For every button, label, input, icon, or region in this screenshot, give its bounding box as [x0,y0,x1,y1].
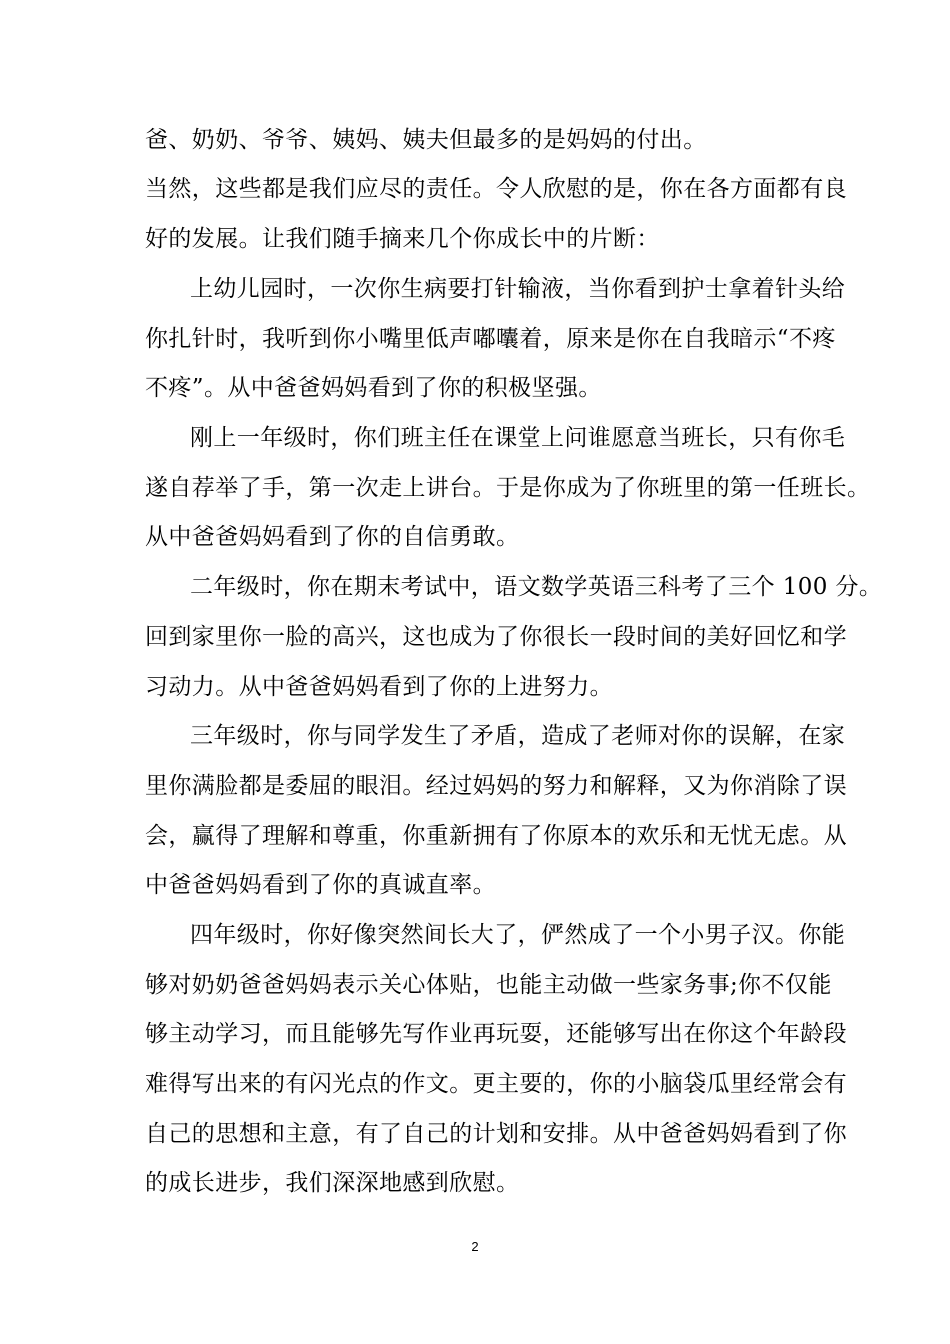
text-line: 不疼”。从中爸爸妈妈看到了你的积极坚强。 [145,375,602,401]
text-line: 四年级时，你好像突然间长大了，俨然成了一个小男子汉。你能 [190,922,846,948]
text-line: 够主动学习，而且能够先写作业再玩耍，还能够写出在你这个年龄段 [145,1021,847,1047]
text-line: 从中爸爸妈妈看到了你的自信勇敢。 [145,524,520,550]
text-line: 回到家里你一脸的高兴，这也成为了你很长一段时间的美好回忆和学 [145,624,847,650]
page-number: 2 [471,1239,479,1254]
text-line: 里你满脸都是委屈的眼泪。经过妈妈的努力和解释，又为你消除了误 [145,773,847,799]
text-line: 会，赢得了理解和尊重，你重新拥有了你原本的欢乐和无忧无虑。从 [145,823,847,849]
text-line: 遂自荐举了手，第一次走上讲台。于是你成为了你班里的第一任班长。 [145,475,871,501]
text-line: 当然，这些都是我们应尽的责任。令人欣慰的是，你在各方面都有良 [145,176,847,202]
text-line: 中爸爸妈妈看到了你的真诚直率。 [145,872,496,898]
text-line: 上幼儿园时，一次你生病要打针输液，当你看到护士拿着针头给 [190,276,846,302]
text-line: 难得写出来的有闪光点的作文。更主要的，你的小脑袋瓜里经常会有 [145,1071,847,1097]
text-line: 好的发展。让我们随手摘来几个你成长中的片断： [145,226,660,252]
text-line: 三年级时，你与同学发生了矛盾，造成了老师对你的误解，在家 [190,723,846,749]
text-line: 够对奶奶爸爸妈妈表示关心体贴，也能主动做一些家务事;你不仅能 [145,972,832,998]
text-line: 习动力。从中爸爸妈妈看到了你的上进努力。 [145,674,613,700]
text-line: 刚上一年级时，你们班主任在课堂上问谁愿意当班长，只有你毛 [190,425,846,451]
text-line: 的成长进步，我们深深地感到欣慰。 [145,1170,520,1196]
text-line: 自己的思想和主意，有了自己的计划和安排。从中爸爸妈妈看到了你 [145,1121,847,1147]
text-line: 你扎针时，我听到你小嘴里低声嘟囔着，原来是你在自我暗示“不疼 [145,326,836,352]
text-line: 二年级时，你在期末考试中，语文数学英语三科考了三个 100 分。 [190,574,883,600]
text-line: 爸、奶奶、爷爷、姨妈、姨夫但最多的是妈妈的付出。 [145,127,707,153]
